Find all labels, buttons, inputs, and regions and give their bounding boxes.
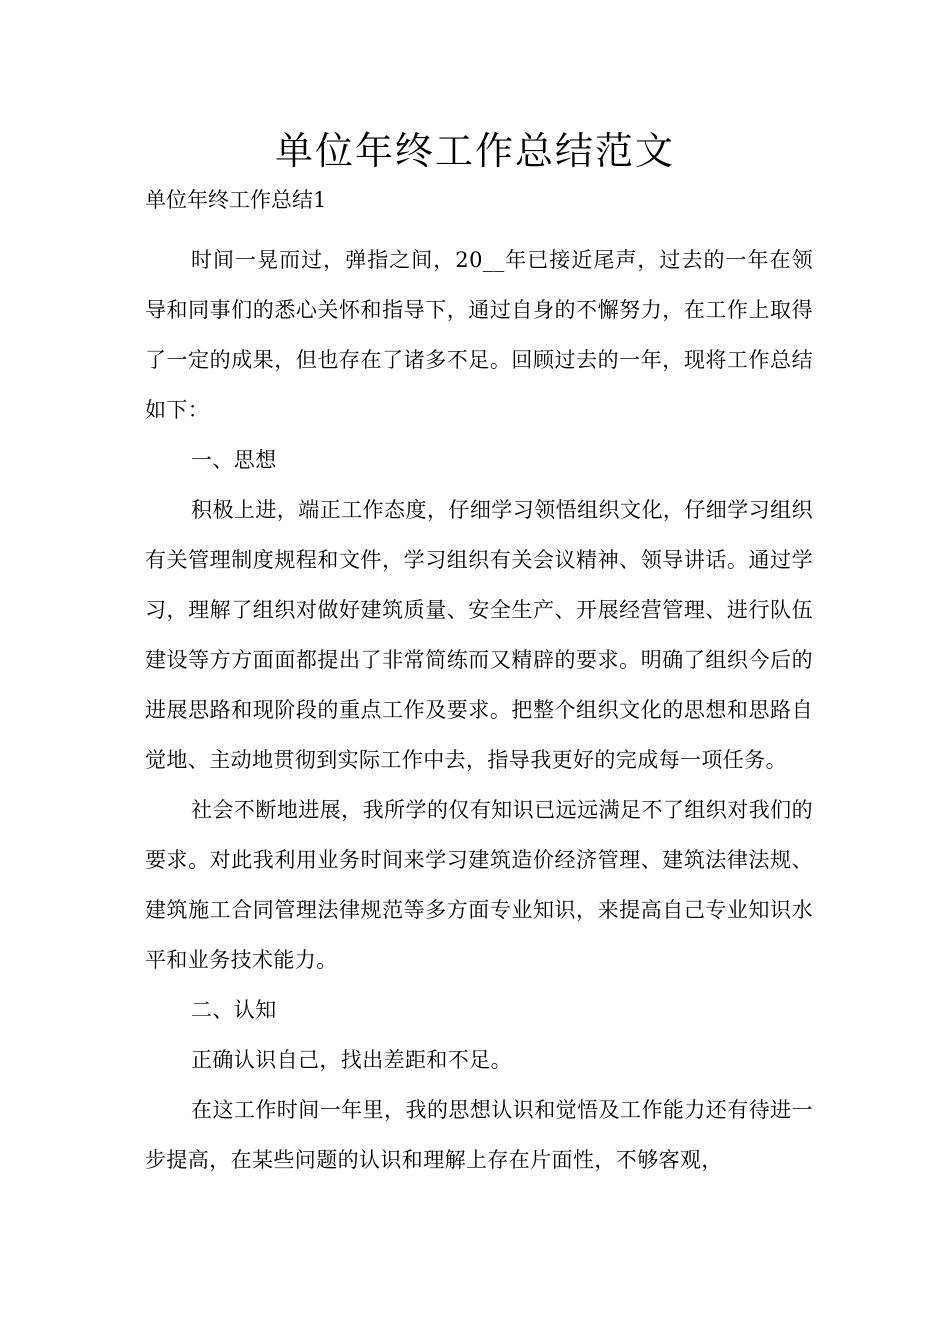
paragraph-thought-1: 积极上进，端正工作态度，仔细学习领悟组织文化，仔细学习组织有关管理制度规程和文件，学习组织有关会议精神、领导讲话。通过学习，理解了组织对做好建筑质量、安全生产、开展经营管理、进行队伍建设等方方面面都提出了非常简练而又精辟的要求。明确了组织今后的进展思路和现阶段的重点工作及要求。把整个组织文化的思想和思路自觉地、主动地贯彻到实际工作中去，指导我更好的完成每一项任务。 — [145, 498, 813, 772]
document-body — [145, 235, 813, 1185]
paragraph-thought-2: 社会不断地进展，我所学的仅有知识已远远满足不了组织对我们的要求。对此我利用业务时间来学习建筑造价经济管理、建筑法律法规、建筑施工合同管理法律规范等多方面专业知识，来提高自己专业知识水平和业务技术能力。 — [145, 798, 813, 972]
paragraph-cognition-1: 正确认识自己，找出差距和不足。 — [191, 1048, 512, 1072]
section-heading-thought: 一、思想 — [191, 448, 277, 472]
paragraph-intro: 时间一晃而过，弹指之间，20__年已接近尾声，过去的一年在领导和同事们的悉心关怀和指导下，通过自身的不懈努力，在工作上取得了一定的成果，但也存在了诸多不足。回顾过去的一年，现将工作总结如下： — [145, 248, 813, 422]
section-heading-cognition: 二、认知 — [191, 998, 277, 1022]
paragraph-cognition-2: 在这工作时间一年里，我的思想认识和觉悟及工作能力还有待进一步提高，在某些问题的认识和理解上存在片面性，不够客观， — [145, 1098, 813, 1172]
document-title: 单位年终工作总结范文 — [274, 129, 675, 173]
document-subtitle: 单位年终工作总结1 — [145, 188, 327, 212]
